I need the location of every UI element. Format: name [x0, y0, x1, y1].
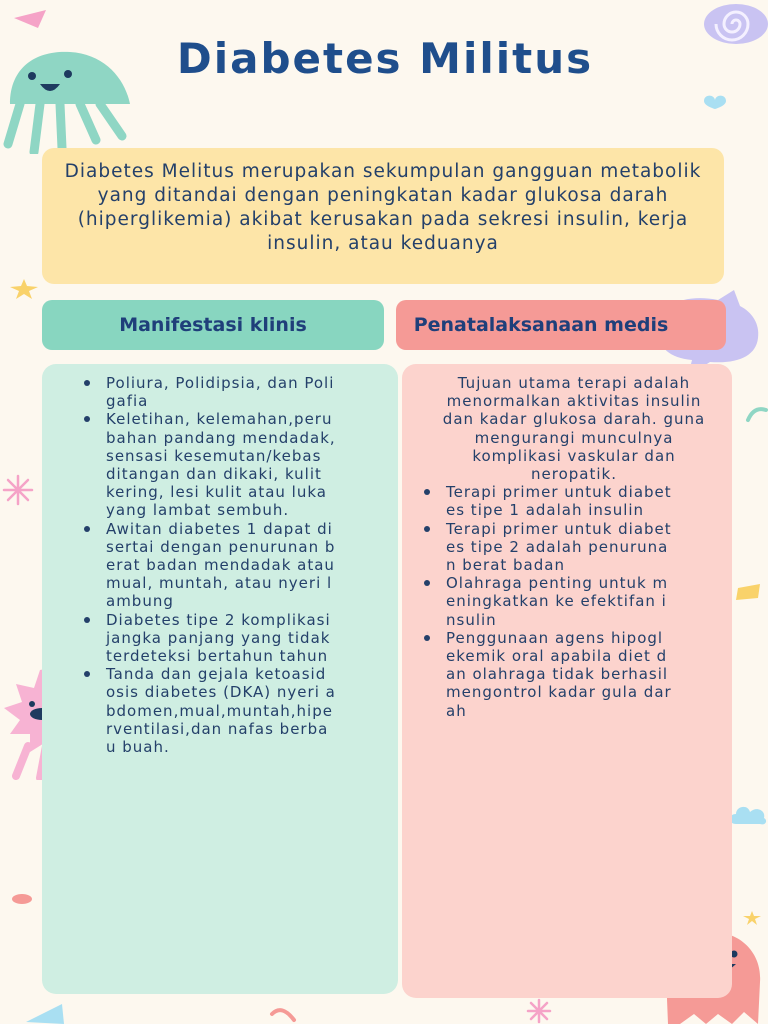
manifestasi-panel [42, 364, 398, 994]
yellow-tag-icon [734, 582, 764, 602]
list-item: Diabetes tipe 2 komplikasi jangka panjang yang tidak terdeteksi bertahun tahun [106, 611, 336, 666]
green-wave-icon [744, 404, 768, 424]
manifestasi-list [106, 374, 388, 756]
page-title: Diabetes Militus [176, 34, 594, 83]
cloud-icon [728, 802, 768, 828]
list-item: Penggunaan agens hipoglekemik oral apabila diet dan olahraga tidak berhasil mengontrol kadar gula darah [446, 628, 672, 720]
green-jellyfish-monster-icon [0, 44, 140, 154]
penatalaksanaan-header: Penatalaksanaan medis [396, 300, 726, 350]
list-item: Keletihan, kelemahan,perubahan pandang mendadak, sensasi kesemutan/kebas ditangan dan dikaki, kulit kering, lesi kulit atau luka yang lambat sembuh. [106, 410, 336, 520]
penatalaksanaan-list [446, 483, 718, 720]
list-item: Olahraga penting untuk meningkatkan ke efektifan insulin [446, 574, 672, 629]
pink-triangle-icon [12, 6, 48, 30]
list-item: Awitan diabetes 1 dapat disertai dengan penurunan berat badan mendadak atau mual, muntah, atau nyeri lambung [106, 519, 336, 611]
list-item: Tanda dan gejala ketoasidosis diabetes (DKA) nyeri abdomen,mual,muntah,hiperventilasi,dan nafas berbau buah. [106, 665, 336, 757]
therapy-goal-text: Tujuan utama terapi adalah menormalkan aktivitas insulin dan kadar glukosa darah. guna mengurangi munculnya komplikasi vaskular dan neropatik. [442, 374, 706, 484]
list-item: Terapi primer untuk diabetes tipe 1 adalah insulin [446, 483, 672, 520]
penatalaksanaan-panel [402, 364, 732, 998]
pink-sparkle-bottom-icon [524, 998, 554, 1024]
yellow-star-small-icon [742, 910, 762, 926]
blue-triangle-icon [22, 1000, 68, 1024]
pink-swoosh-icon [268, 1002, 298, 1024]
blue-heart-icon [700, 92, 730, 110]
intro-box: Diabetes Melitus merupakan sekumpulan gangguan metabolik yang ditandai dengan peningkatan kadar glukosa darah (hiperglikemia) akibat kerusakan pada sekresi insulin, kerja insulin, atau keduanya [42, 148, 724, 284]
star-icon [8, 278, 40, 300]
list-item: Poliura, Polidipsia, dan Poligafia [106, 374, 335, 411]
pink-dot-icon [10, 892, 34, 906]
purple-swirl-icon [700, 2, 768, 50]
list-item: Terapi primer untuk diabetes tipe 2 adalah penurunan berat badan [446, 519, 672, 575]
pink-sparkle-icon [0, 472, 36, 508]
manifestasi-header: Manifestasi klinis [42, 300, 384, 350]
